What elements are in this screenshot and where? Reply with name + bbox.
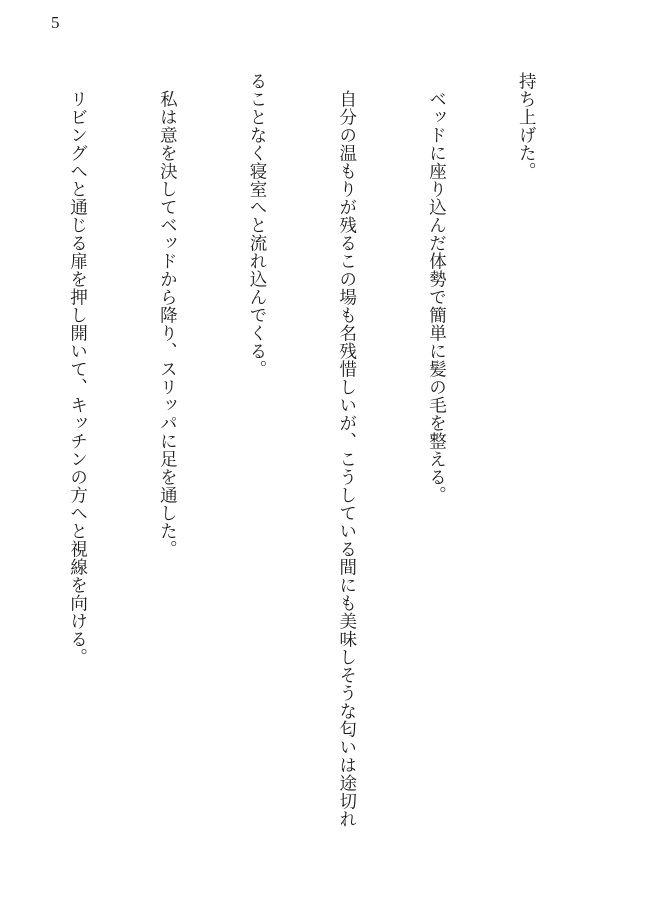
text-line: 自分の温もりが残るこの場も名残惜しいが、こうしている間にも美味しそうな匂いは途切れ	[336, 72, 357, 828]
text-line: ることなく寝室へと流れ込んでくる。	[247, 72, 268, 378]
text-line	[0, 72, 2, 862]
text-line: ベッドに座り込んだ体勢で簡単に髪の毛を整える。	[426, 72, 447, 504]
text-line: 持ち上げた。	[516, 72, 537, 180]
page-number: 5	[51, 13, 60, 32]
text-line: 私は意を決してベッドから降り、スリッパに足を通した。	[157, 72, 178, 558]
novel-text-body	[40, 72, 600, 862]
text-line: リビングへと通じる扉を押し開いて、キッチンの方へと視線を向ける。	[67, 72, 88, 666]
